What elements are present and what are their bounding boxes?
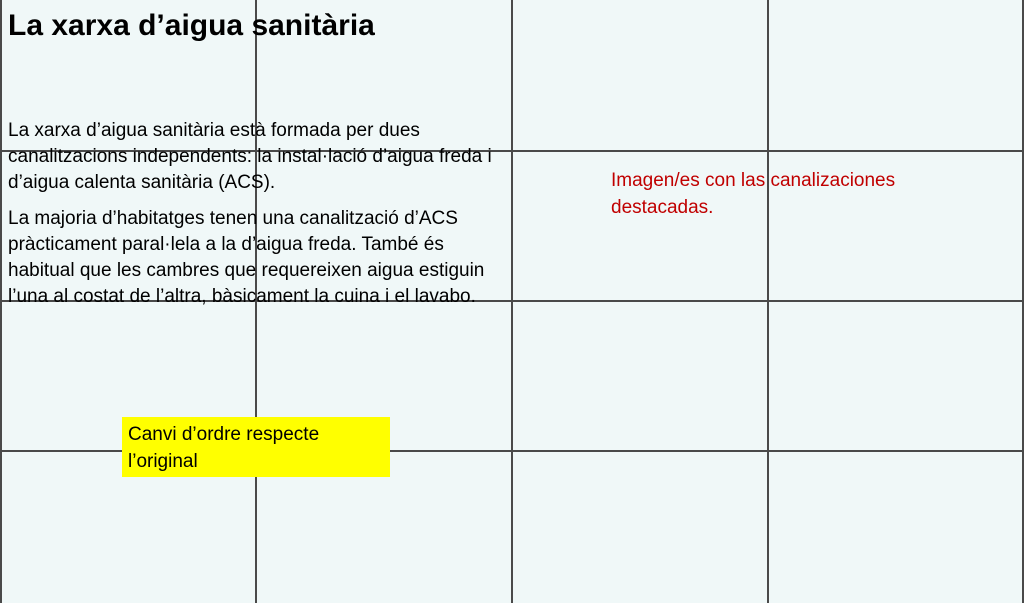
image-placeholder-note: Imagen/es con las canalizaciones destacadas. [611, 170, 896, 218]
body-paragraph: La majoria d’habitatges tenen una canalització d’ACS pràcticament paral·lela a la d’aigua freda. També és habitual que les cambres que requereixen aigua estiguin l’una al costat de l’altra, bàsicament la cuina i el lavabo. [8, 208, 485, 307]
order-change-note: Canvi d’ordre respecte l’original [122, 417, 390, 477]
body-paragraph: La xarxa d’aigua sanitària està formada per dues canalitzacions independents: la instal·lació d’aigua freda i d’aigua calenta sanitària (ACS). [8, 120, 492, 193]
slide-title: La xarxa d’aigua sanitària [8, 9, 375, 42]
slide-body [8, 118, 498, 320]
